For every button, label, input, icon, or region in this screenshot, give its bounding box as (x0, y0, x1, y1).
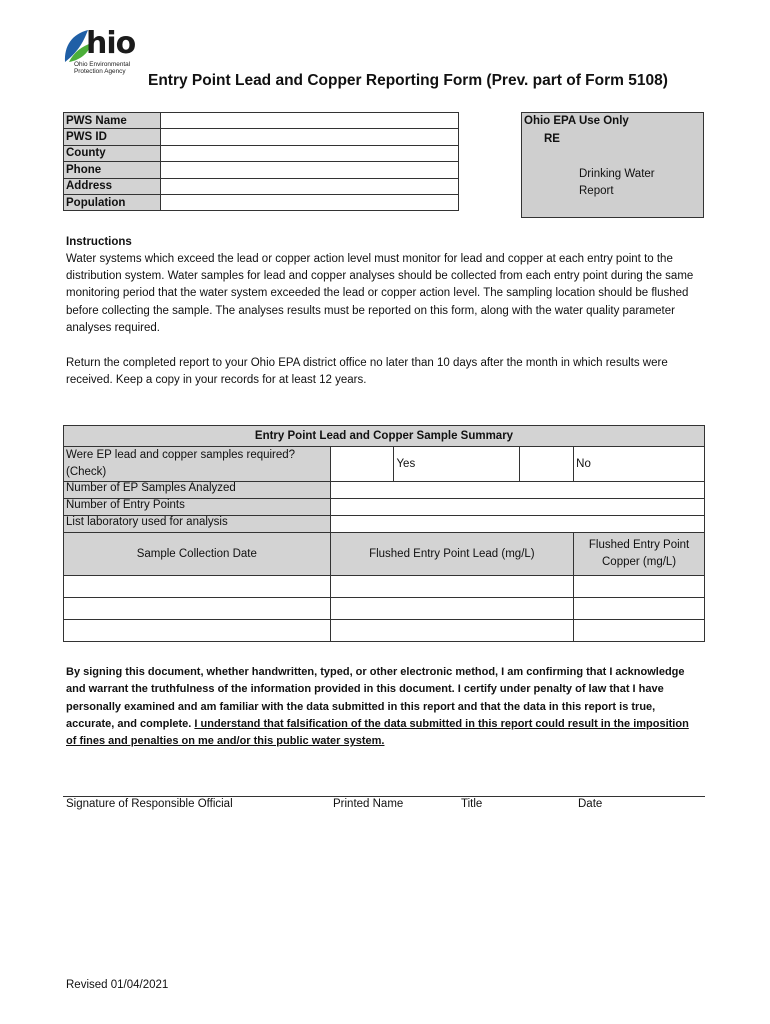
pws-row (64, 145, 459, 161)
pws-row (64, 178, 459, 194)
date-cell[interactable] (64, 598, 331, 620)
lead-cell[interactable] (330, 598, 574, 620)
required-question: Were EP lead and copper samples required? (Check) (64, 447, 331, 482)
certification-underlined: I understand that falsification of the data submitted in this report could result in the imposition of fines and penalties on me and/or this public water system. (66, 717, 689, 748)
pws-field-label: County (64, 145, 161, 161)
logo-subtitle: Ohio Environmental Protection Agency (74, 61, 131, 76)
no-checkbox[interactable] (520, 447, 574, 482)
summary-title: Entry Point Lead and Copper Sample Summary (64, 426, 705, 447)
copper-cell[interactable] (574, 576, 705, 598)
revised-date: Revised 01/04/2021 (66, 979, 169, 991)
signature-official-label: Signature of Responsible Official (66, 798, 233, 810)
lead-cell[interactable] (330, 576, 574, 598)
no-label: No (574, 447, 705, 482)
printed-name-label: Printed Name (333, 798, 404, 810)
pws-field-input[interactable] (161, 113, 459, 129)
lead-cell[interactable] (330, 620, 574, 642)
instructions-body: Water systems which exceed the lead or copper action level must monitor for lead and copper at each entry point to the distribution system. Water samples for lead and copper analyses should be collected from each entry point during the same monitoring period that the water system exceeded the lead or copper action level. The sampling location should be flushed before collecting the sample. The analyses results must be reported on this form, along with the water quality parameter analyses required. (66, 253, 694, 334)
num-samples-label: Number of EP Samples Analyzed (64, 482, 331, 499)
pws-row (64, 194, 459, 210)
yes-checkbox[interactable] (330, 447, 394, 482)
copper-cell[interactable] (574, 598, 705, 620)
signature-line[interactable] (63, 796, 705, 797)
form-title: Entry Point Lead and Copper Reporting Form (Prev. part of Form 5108) (148, 72, 668, 89)
pws-field-input[interactable] (161, 162, 459, 178)
pws-row (64, 162, 459, 178)
laboratory-row (64, 516, 705, 533)
pws-field-label: Phone (64, 162, 161, 178)
col-header-copper: Flushed Entry Point Copper (mg/L) (574, 533, 705, 576)
date-cell[interactable] (64, 576, 331, 598)
table-row (64, 598, 705, 620)
epa-use-only-title: Ohio EPA Use Only (524, 115, 629, 127)
title-label: Title (461, 798, 483, 810)
certification-text: By signing this document, whether handwritten, typed, or other electronic method, I am confirming that I acknowledge and warrant the truthfulness of the information provided in this document. I certify under penalty of law that I have personally examined and am familiar with the data submitted in this report and that the data in this report is true, accurate, and complete. (66, 666, 685, 730)
sample-summary-table (63, 425, 705, 642)
pws-row (64, 129, 459, 145)
pws-field-input[interactable] (161, 178, 459, 194)
pws-info-table (63, 112, 459, 211)
col-header-lead: Flushed Entry Point Lead (mg/L) (330, 533, 574, 576)
copper-cell[interactable] (574, 620, 705, 642)
logo-wordmark: hio (86, 26, 136, 61)
col-header-date: Sample Collection Date (64, 533, 331, 576)
date-label: Date (578, 798, 603, 810)
date-cell[interactable] (64, 620, 331, 642)
pws-field-input[interactable] (161, 145, 459, 161)
num-entry-points-row (64, 499, 705, 516)
pws-field-label: Address (64, 178, 161, 194)
num-entry-points-label: Number of Entry Points (64, 499, 331, 516)
instructions-return: Return the completed report to your Ohio EPA district office no later than 10 days after the month in which results were received. Keep a copy in your records for at least 12 years. (66, 357, 668, 387)
required-row (64, 447, 705, 482)
pws-field-input[interactable] (161, 129, 459, 145)
laboratory-label: List laboratory used for analysis (64, 516, 331, 533)
pws-field-input[interactable] (161, 194, 459, 210)
certification-statement (66, 664, 702, 750)
table-row (64, 576, 705, 598)
pws-row (64, 113, 459, 129)
num-entry-points-field[interactable] (330, 499, 704, 516)
laboratory-field[interactable] (330, 516, 704, 533)
num-samples-field[interactable] (330, 482, 704, 499)
column-header-row (64, 533, 705, 576)
epa-use-only-box (521, 112, 704, 218)
ohio-epa-logo (62, 26, 154, 82)
instructions-heading: Instructions (66, 236, 132, 248)
epa-report-label: Drinking Water Report (579, 168, 655, 197)
pws-field-label: Population (64, 194, 161, 210)
summary-title-row (64, 426, 705, 447)
pws-field-label: PWS ID (64, 129, 161, 145)
pws-field-label: PWS Name (64, 113, 161, 129)
table-row (64, 620, 705, 642)
yes-label: Yes (394, 447, 520, 482)
num-samples-row (64, 482, 705, 499)
epa-re-label: RE (544, 133, 560, 145)
